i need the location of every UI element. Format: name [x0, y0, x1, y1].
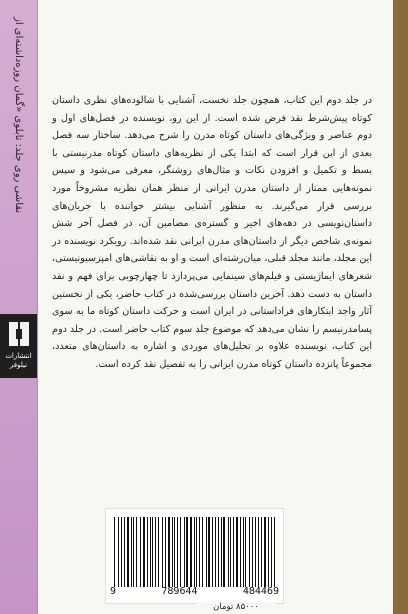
barcode-bar — [228, 517, 229, 587]
barcode-bar — [150, 517, 151, 587]
barcode-bar — [143, 517, 145, 587]
barcode-bar — [233, 517, 234, 587]
barcode-bar — [114, 517, 115, 587]
barcode-bar — [255, 517, 256, 587]
barcode-bar — [162, 517, 163, 587]
barcode-bar — [186, 517, 187, 587]
barcode-bar — [240, 517, 241, 587]
barcode-bar — [218, 517, 219, 587]
barcode-bar — [249, 517, 250, 587]
barcode-bar — [274, 517, 275, 587]
barcode-bar — [271, 517, 272, 587]
back-cover-description: در جلد دوم این کتاب، همچون جلد نخست، آشنایی با شالوده‌های نظری داستان کوتاه پیش‌شرط نقد فرض شده است. از این رو، نویسنده در فصل‌های اول و دوم عناصر و ویژگی‌های داستان کوتاه مدرن را شرح می‌دهد. ساختار سه فصل بعدی از این قرار است که ابتدا یکی از نظریه‌های داستان کوتاه مدرنیستی با بسط و تکمیل و افزودن نکات و مثال‌های روشنگر، معرفی می‌شود و سپس نمونه‌هایی ممتاز از داستان مدرن ایرانی از منظر همان نظریه مشروحاً مورد بررسی قرار می‌گیرند. به منظور آشنایی بیشتر خواننده با جریان‌های داستان‌نویسی در دهه‌های اخیر و گستره‌ی مضامین آن، در فصل آخر شش نمونه‌ی شاخص دیگر از داستان‌های مدرن ایرانی نقد شده‌اند. رویکرد نویسنده در این مجلد، مانند مجلد قبلی، میان‌رشته‌ای است و او به نقاشی‌های امپرسیونیستی، شعرهای ایماژیستی و فیلم‌های سینمایی می‌پردازد تا چهارچوبی برای فهم و نقد داستان به دست دهد. آخرین داستان بررسی‌شده در کتاب حاضر، یکی از نخستین آثار واجد ابتکارهای فراداستانی در ایران است و حرکت داستان کوتاه ما به سوی پسامدرنیسم را نشان می‌دهد که موضوع جلد سوم کتاب حاضر است. در جلد دوم این کتاب، نویسنده علاوه بر تحلیل‌های موردی و اشاره به داستان‌های متعدد، مجموعاً پانزده داستان کوتاه مدرن ایرانی را به تفصیل نقد کرده است. — [52, 95, 372, 370]
barcode-bar — [118, 517, 119, 587]
barcode-bar — [215, 517, 216, 587]
spine-strip — [0, 0, 38, 614]
barcode-bar — [194, 517, 195, 587]
publisher-logo — [0, 314, 37, 378]
barcode-bar — [184, 517, 185, 587]
barcode-bar — [152, 517, 153, 587]
barcode-bar — [236, 517, 238, 587]
barcode-bar — [140, 517, 141, 587]
barcode-bar — [221, 517, 222, 587]
publisher-logo-icon — [7, 322, 31, 346]
barcode-bar — [268, 517, 269, 587]
barcode-number-1: 9 — [110, 586, 117, 597]
barcode-bar — [147, 517, 148, 587]
barcode-bar — [261, 517, 262, 587]
barcode-bar — [131, 517, 132, 587]
cover-edge-band — [393, 0, 408, 614]
barcode-bar — [202, 517, 203, 587]
barcode-number-3: 484469 — [242, 586, 279, 597]
barcode-bar — [165, 517, 166, 587]
barcode-bar — [133, 517, 134, 587]
barcode-bars — [114, 517, 275, 587]
barcode-bar — [172, 517, 173, 587]
barcode-bar — [180, 517, 181, 587]
barcode-bar — [124, 517, 125, 587]
barcode-bar — [245, 517, 246, 587]
barcode-bar — [136, 517, 137, 587]
barcode-bar — [127, 517, 129, 587]
barcode-bar — [230, 517, 231, 587]
barcode-bar — [199, 517, 200, 587]
barcode-bar — [223, 517, 224, 587]
barcode-bar — [121, 517, 122, 587]
barcode-bar — [243, 517, 244, 587]
barcode-bar — [264, 517, 266, 587]
barcode-bar — [212, 517, 213, 587]
spine-credit-text: نقاشی روی جلد: تابلوی «گمان روزه‌داشته‌ای از — [13, 16, 24, 214]
barcode-bar — [177, 517, 178, 587]
price-label: ۸۵۰۰۰ تومان — [196, 602, 276, 612]
barcode-bar — [155, 517, 156, 587]
barcode-bar — [252, 517, 253, 587]
barcode-bar — [174, 517, 175, 587]
barcode-bar — [190, 517, 192, 587]
isbn-barcode — [105, 508, 284, 604]
barcode-numbers — [110, 586, 279, 597]
publisher-name: انتشارات نیلوفر — [5, 352, 32, 369]
barcode-bar — [196, 517, 197, 587]
barcode-bar — [158, 517, 159, 587]
barcode-bar — [168, 517, 170, 587]
barcode-bar — [206, 517, 207, 587]
barcode-bar — [258, 517, 259, 587]
barcode-bar — [208, 517, 210, 587]
barcode-number-2: 789644 — [161, 586, 198, 597]
